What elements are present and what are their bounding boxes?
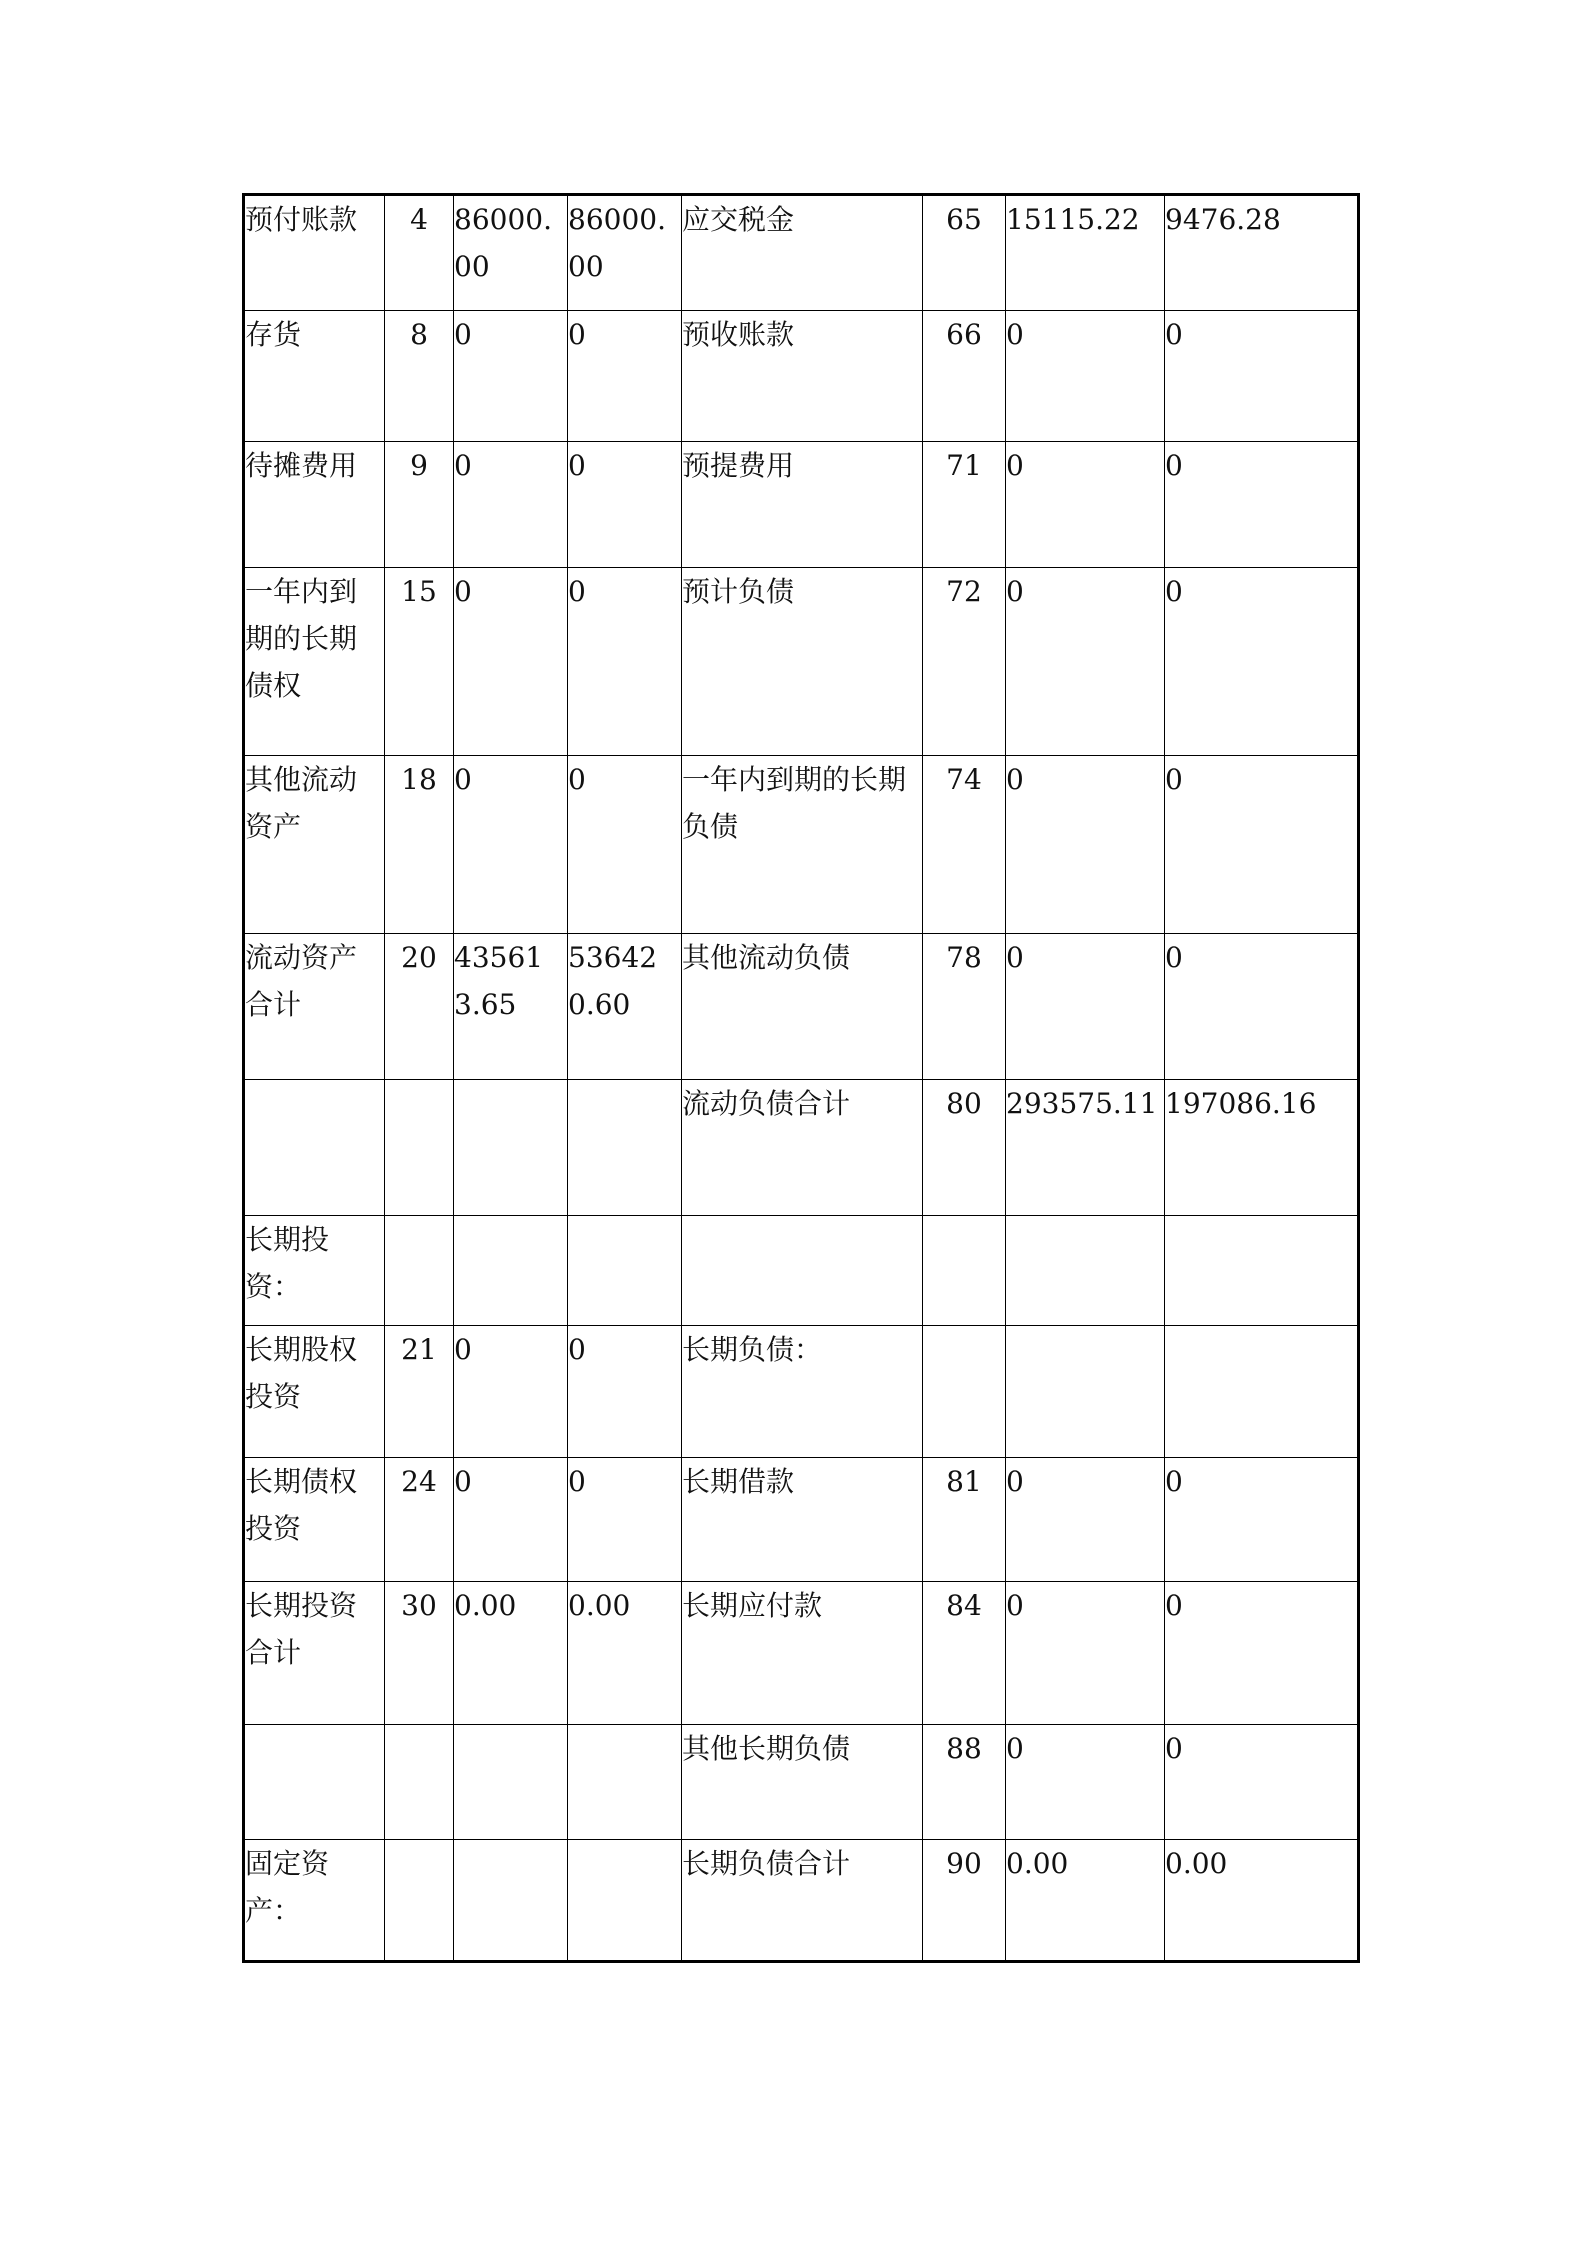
cell-text: 长期股权投资	[245, 1333, 358, 1413]
liability-name-cell	[682, 195, 923, 311]
cell-text: 9	[410, 449, 428, 482]
asset-name-cell	[244, 1080, 385, 1216]
cell-text: 0	[1006, 1589, 1024, 1622]
table-row	[244, 195, 1359, 311]
liability-line-no-cell	[923, 1080, 1006, 1216]
liability-line-no-cell	[923, 442, 1006, 568]
cell-text: 0	[1165, 575, 1183, 608]
cell-text: 71	[946, 449, 982, 482]
liability-line-no-cell	[923, 195, 1006, 311]
asset-name-cell	[244, 934, 385, 1080]
asset-line-no-cell	[385, 1216, 454, 1326]
cell-text: 0.00	[568, 1589, 631, 1622]
liability-end-balance-cell	[1165, 1840, 1359, 1962]
asset-end-balance-cell	[568, 1326, 682, 1458]
cell-text: 8	[410, 318, 428, 351]
cell-text: 0	[1165, 763, 1183, 796]
asset-end-balance-cell	[568, 568, 682, 756]
cell-text: 0	[568, 575, 586, 608]
cell-text: 长期债权投资	[245, 1465, 358, 1545]
cell-text: 78	[946, 941, 982, 974]
cell-text: 84	[946, 1589, 982, 1622]
asset-end-balance-cell	[568, 934, 682, 1080]
asset-begin-balance-cell	[454, 1725, 568, 1840]
cell-text: 0	[1165, 1589, 1183, 1622]
liability-line-no-cell	[923, 1582, 1006, 1725]
cell-text: 长期负债合计	[682, 1847, 851, 1880]
asset-begin-balance-cell	[454, 195, 568, 311]
table-row	[244, 442, 1359, 568]
asset-begin-balance-cell	[454, 1216, 568, 1326]
cell-text: 86000.00	[568, 203, 666, 283]
asset-end-balance-cell	[568, 1458, 682, 1582]
liability-begin-balance-cell	[1006, 1458, 1165, 1582]
asset-name-cell	[244, 311, 385, 442]
cell-text: 30	[401, 1589, 437, 1622]
cell-text: 536420.60	[568, 941, 658, 1021]
cell-text: 0	[454, 575, 472, 608]
cell-text: 74	[946, 763, 982, 796]
cell-text: 其他长期负债	[682, 1732, 851, 1765]
cell-text: 86000.00	[454, 203, 552, 283]
liability-name-cell	[682, 311, 923, 442]
liability-begin-balance-cell	[1006, 568, 1165, 756]
asset-line-no-cell	[385, 1840, 454, 1962]
cell-text: 0	[1006, 449, 1024, 482]
cell-text: 0	[1006, 575, 1024, 608]
asset-name-cell	[244, 1326, 385, 1458]
cell-text: 0	[454, 318, 472, 351]
table-row	[244, 1840, 1359, 1962]
cell-text: 0	[1165, 318, 1183, 351]
liability-name-cell	[682, 1582, 923, 1725]
cell-text: 0	[454, 449, 472, 482]
asset-line-no-cell	[385, 1582, 454, 1725]
cell-text: 0	[1165, 1732, 1183, 1765]
cell-text: 0	[568, 1333, 586, 1366]
table-row	[244, 1582, 1359, 1725]
asset-name-cell	[244, 1840, 385, 1962]
cell-text: 0	[568, 763, 586, 796]
table-row	[244, 934, 1359, 1080]
asset-name-cell	[244, 756, 385, 934]
asset-line-no-cell	[385, 1725, 454, 1840]
cell-text: 流动负债合计	[682, 1087, 851, 1120]
liability-name-cell	[682, 934, 923, 1080]
cell-text: 流动资产合计	[245, 941, 358, 1021]
cell-text: 15115.22	[1006, 203, 1140, 236]
cell-text: 0	[1165, 1465, 1183, 1498]
cell-text: 0	[1006, 763, 1024, 796]
table-row	[244, 1725, 1359, 1840]
asset-line-no-cell	[385, 195, 454, 311]
liability-name-cell	[682, 1080, 923, 1216]
liability-name-cell	[682, 1216, 923, 1326]
liability-line-no-cell	[923, 756, 1006, 934]
liability-end-balance-cell	[1165, 195, 1359, 311]
cell-text: 9476.28	[1165, 203, 1281, 236]
cell-text: 0.00	[1006, 1847, 1069, 1880]
liability-end-balance-cell	[1165, 1080, 1359, 1216]
asset-name-cell	[244, 442, 385, 568]
cell-text: 预付账款	[245, 203, 358, 236]
liability-line-no-cell	[923, 1840, 1006, 1962]
cell-text: 预计负债	[682, 575, 795, 608]
liability-line-no-cell	[923, 568, 1006, 756]
liability-end-balance-cell	[1165, 934, 1359, 1080]
cell-text: 固定资产：	[245, 1847, 330, 1927]
cell-text: 65	[946, 203, 982, 236]
cell-text: 0	[568, 449, 586, 482]
cell-text: 0	[454, 1465, 472, 1498]
asset-line-no-cell	[385, 442, 454, 568]
liability-begin-balance-cell	[1006, 311, 1165, 442]
table-row	[244, 1216, 1359, 1326]
asset-name-cell	[244, 1725, 385, 1840]
liability-begin-balance-cell	[1006, 195, 1165, 311]
liability-line-no-cell	[923, 1216, 1006, 1326]
cell-text: 待摊费用	[245, 449, 358, 482]
liability-end-balance-cell	[1165, 1216, 1359, 1326]
cell-text: 0	[454, 763, 472, 796]
liability-begin-balance-cell	[1006, 1582, 1165, 1725]
liability-line-no-cell	[923, 311, 1006, 442]
liability-begin-balance-cell	[1006, 1080, 1165, 1216]
cell-text: 0.00	[454, 1589, 517, 1622]
liability-begin-balance-cell	[1006, 1725, 1165, 1840]
liability-end-balance-cell	[1165, 1725, 1359, 1840]
table-row	[244, 1080, 1359, 1216]
cell-text: 0	[454, 1333, 472, 1366]
balance-sheet-table	[242, 193, 1360, 1963]
asset-begin-balance-cell	[454, 568, 568, 756]
cell-text: 0	[1006, 941, 1024, 974]
liability-begin-balance-cell	[1006, 1216, 1165, 1326]
liability-name-cell	[682, 442, 923, 568]
cell-text: 197086.16	[1165, 1087, 1317, 1120]
liability-end-balance-cell	[1165, 1458, 1359, 1582]
cell-text: 0	[1006, 1465, 1024, 1498]
liability-name-cell	[682, 568, 923, 756]
asset-end-balance-cell	[568, 195, 682, 311]
cell-text: 0	[1165, 449, 1183, 482]
table-row	[244, 311, 1359, 442]
liability-begin-balance-cell	[1006, 934, 1165, 1080]
asset-begin-balance-cell	[454, 934, 568, 1080]
cell-text: 其他流动资产	[245, 763, 358, 843]
cell-text: 18	[401, 763, 437, 796]
cell-text: 4	[410, 203, 428, 236]
cell-text: 15	[401, 575, 437, 608]
cell-text: 存货	[245, 318, 302, 351]
asset-line-no-cell	[385, 1080, 454, 1216]
cell-text: 0.00	[1165, 1847, 1228, 1880]
asset-end-balance-cell	[568, 442, 682, 568]
liability-end-balance-cell	[1165, 756, 1359, 934]
liability-end-balance-cell	[1165, 311, 1359, 442]
liability-line-no-cell	[923, 1458, 1006, 1582]
cell-text: 80	[946, 1087, 982, 1120]
liability-begin-balance-cell	[1006, 442, 1165, 568]
cell-text: 0	[1006, 318, 1024, 351]
asset-name-cell	[244, 1582, 385, 1725]
asset-line-no-cell	[385, 568, 454, 756]
cell-text: 长期借款	[682, 1465, 795, 1498]
cell-text: 其他流动负债	[682, 941, 851, 974]
asset-line-no-cell	[385, 756, 454, 934]
liability-name-cell	[682, 1458, 923, 1582]
asset-end-balance-cell	[568, 756, 682, 934]
asset-end-balance-cell	[568, 1582, 682, 1725]
asset-begin-balance-cell	[454, 1458, 568, 1582]
asset-begin-balance-cell	[454, 1080, 568, 1216]
asset-end-balance-cell	[568, 1840, 682, 1962]
cell-text: 24	[401, 1465, 437, 1498]
cell-text: 应交税金	[682, 203, 795, 236]
liability-name-cell	[682, 1326, 923, 1458]
cell-text: 一年内到期的长期债权	[245, 575, 358, 702]
cell-text: 21	[401, 1333, 437, 1366]
table-row	[244, 756, 1359, 934]
liability-end-balance-cell	[1165, 1582, 1359, 1725]
asset-name-cell	[244, 1458, 385, 1582]
cell-text: 90	[946, 1847, 982, 1880]
asset-end-balance-cell	[568, 1080, 682, 1216]
asset-end-balance-cell	[568, 311, 682, 442]
liability-begin-balance-cell	[1006, 1840, 1165, 1962]
liability-end-balance-cell	[1165, 568, 1359, 756]
cell-text: 0	[1006, 1732, 1024, 1765]
cell-text: 0	[568, 318, 586, 351]
liability-line-no-cell	[923, 934, 1006, 1080]
cell-text: 72	[946, 575, 982, 608]
asset-begin-balance-cell	[454, 1326, 568, 1458]
asset-line-no-cell	[385, 934, 454, 1080]
cell-text: 长期负债：	[682, 1333, 823, 1366]
asset-line-no-cell	[385, 1326, 454, 1458]
asset-name-cell	[244, 195, 385, 311]
asset-begin-balance-cell	[454, 311, 568, 442]
cell-text: 长期投资：	[245, 1223, 330, 1303]
cell-text: 0	[568, 1465, 586, 1498]
liability-end-balance-cell	[1165, 442, 1359, 568]
asset-end-balance-cell	[568, 1725, 682, 1840]
asset-begin-balance-cell	[454, 442, 568, 568]
cell-text: 一年内到期的长期负债	[682, 763, 907, 843]
liability-name-cell	[682, 1725, 923, 1840]
asset-line-no-cell	[385, 1458, 454, 1582]
cell-text: 0	[1165, 941, 1183, 974]
table-row	[244, 1458, 1359, 1582]
cell-text: 长期应付款	[682, 1589, 823, 1622]
cell-text: 长期投资合计	[245, 1589, 358, 1669]
balance-sheet-body	[244, 195, 1359, 1962]
table-row	[244, 568, 1359, 756]
liability-begin-balance-cell	[1006, 756, 1165, 934]
asset-begin-balance-cell	[454, 1582, 568, 1725]
cell-text: 预收账款	[682, 318, 795, 351]
cell-text: 预提费用	[682, 449, 795, 482]
cell-text: 20	[401, 941, 437, 974]
liability-name-cell	[682, 756, 923, 934]
cell-text: 293575.11	[1006, 1087, 1158, 1120]
liability-line-no-cell	[923, 1725, 1006, 1840]
asset-begin-balance-cell	[454, 756, 568, 934]
asset-name-cell	[244, 1216, 385, 1326]
cell-text: 81	[946, 1465, 982, 1498]
cell-text: 88	[946, 1732, 982, 1765]
asset-line-no-cell	[385, 311, 454, 442]
liability-name-cell	[682, 1840, 923, 1962]
asset-name-cell	[244, 568, 385, 756]
cell-text: 435613.65	[454, 941, 544, 1021]
asset-begin-balance-cell	[454, 1840, 568, 1962]
asset-end-balance-cell	[568, 1216, 682, 1326]
cell-text: 66	[946, 318, 982, 351]
table-row	[244, 1326, 1359, 1458]
liability-line-no-cell	[923, 1326, 1006, 1458]
liability-begin-balance-cell	[1006, 1326, 1165, 1458]
liability-end-balance-cell	[1165, 1326, 1359, 1458]
